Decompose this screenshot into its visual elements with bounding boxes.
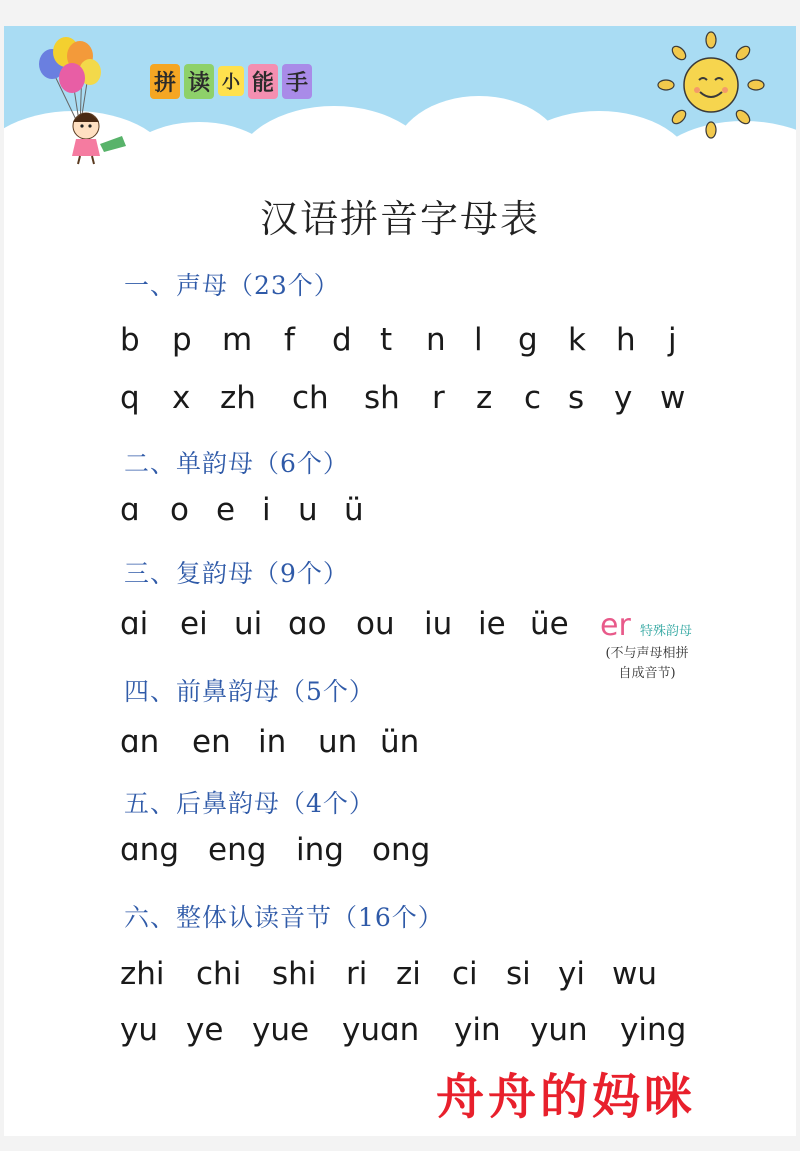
final: ui [234, 606, 263, 642]
special-final-note [592, 644, 702, 684]
final: ɑi [120, 606, 149, 642]
syllable: ying [620, 1012, 687, 1048]
initial: f [284, 322, 295, 358]
initial: g [518, 322, 538, 358]
syllable: wu [612, 956, 658, 992]
initial: p [172, 322, 192, 358]
section-heading-whole-syllables: 六、整体认读音节（16个） [124, 903, 444, 932]
balloons-girl-illustration [30, 36, 140, 166]
section-heading-simple-finals: 二、单韵母（6个） [124, 449, 349, 478]
syllable: ye [186, 1012, 224, 1048]
syllable: chi [196, 956, 242, 992]
initial: s [568, 380, 585, 416]
initial: h [616, 322, 636, 358]
final: ü [344, 492, 364, 528]
final: ün [380, 724, 420, 760]
final: o [170, 492, 189, 528]
banner-char: 读 [184, 64, 214, 99]
banner-char: 小 [218, 66, 244, 96]
final: ong [372, 832, 431, 868]
initial: j [668, 322, 677, 358]
banner-char: 手 [282, 64, 312, 99]
initial: w [660, 380, 686, 416]
special-final-note-line: 自成音节) [618, 666, 676, 681]
section-heading-back-nasal: 五、后鼻韵母（4个） [124, 789, 375, 818]
syllable: shi [272, 956, 317, 992]
syllable: yue [252, 1012, 310, 1048]
sun-icon [656, 30, 766, 140]
final: iu [424, 606, 453, 642]
section-heading-front-nasal: 四、前鼻韵母（5个） [124, 677, 375, 706]
final: ei [180, 606, 208, 642]
final: e [216, 492, 236, 528]
syllable: ri [346, 956, 368, 992]
initial: sh [364, 380, 400, 416]
initial: m [222, 322, 253, 358]
syllable: zhi [120, 956, 165, 992]
syllable: zi [396, 956, 421, 992]
initial: q [120, 380, 140, 416]
pinyin-chart-page [4, 26, 796, 1136]
initial: ch [292, 380, 329, 416]
initial: k [568, 322, 586, 358]
syllable: yu [120, 1012, 158, 1048]
initial: y [614, 380, 633, 416]
final: eng [208, 832, 267, 868]
final: üe [530, 606, 569, 642]
initial: r [432, 380, 445, 416]
initial: n [426, 322, 446, 358]
initial: b [120, 322, 140, 358]
section-heading-initials: 一、声母（23个） [124, 271, 340, 300]
initial: x [172, 380, 191, 416]
special-final-note-line: (不与声母相拼 [605, 646, 689, 661]
banner-title [150, 62, 312, 100]
initial: zh [220, 380, 256, 416]
banner-char: 能 [248, 64, 278, 99]
signature-watermark: 舟舟的妈咪 [436, 1069, 697, 1125]
final: u [298, 492, 318, 528]
syllable: yin [454, 1012, 501, 1048]
initial: d [332, 322, 352, 358]
final: ɑng [120, 832, 180, 868]
final: in [258, 724, 287, 760]
final: ɑ [120, 492, 140, 528]
final: un [318, 724, 358, 760]
final: i [262, 492, 271, 528]
syllable: yi [558, 956, 585, 992]
banner-char: 拼 [150, 64, 180, 99]
final: ɑn [120, 724, 160, 760]
final: ɑo [288, 606, 327, 642]
initial: c [524, 380, 542, 416]
syllable: yuɑn [342, 1012, 420, 1048]
syllable: ci [452, 956, 478, 992]
final: ou [356, 606, 395, 642]
special-final-label: 特殊韵母 [640, 624, 693, 639]
initial: z [476, 380, 493, 416]
syllable: yun [530, 1012, 588, 1048]
final: ing [296, 832, 344, 868]
special-final-er: er [600, 608, 631, 643]
final: ie [478, 606, 506, 642]
page-title: 汉语拼音字母表 [259, 197, 540, 241]
section-heading-compound-finals: 三、复韵母（9个） [124, 559, 349, 588]
initial: t [380, 322, 393, 358]
initial: l [474, 322, 483, 358]
syllable: si [506, 956, 531, 992]
final: en [192, 724, 231, 760]
